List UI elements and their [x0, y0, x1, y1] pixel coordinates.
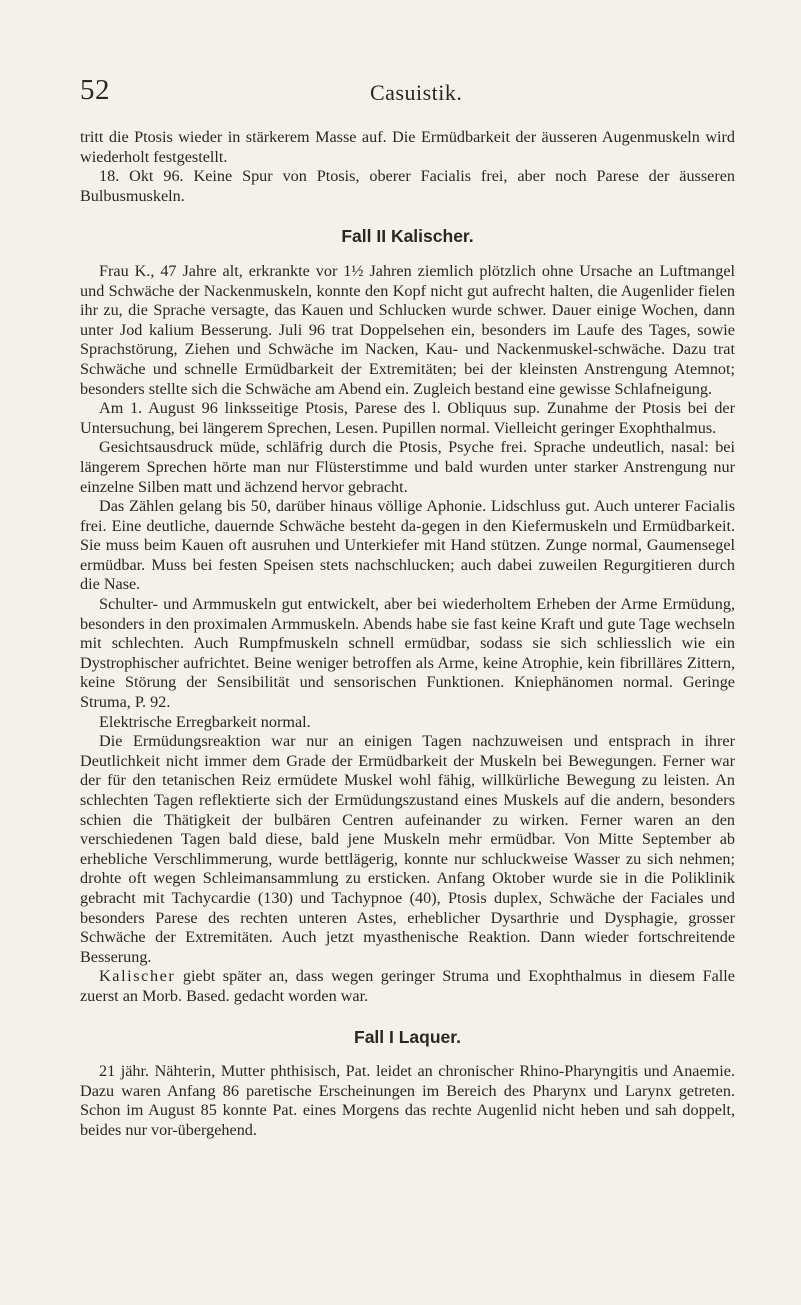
paragraph-case2-electric: Elektrische Erregbarkeit normal.	[99, 712, 311, 731]
paragraph-case1: 21 jähr. Nähterin, Mutter phthisisch, Pat. leidet an chronischer Rhino-Pharyngitis und Anaemie. Dazu waren Anfang 86 paretische Erscheinungen im Bereich des Pharynx und Larynx getreten. Schon im August 85 konnte Pat. eines Morgens das rechte Augenlid nicht heben und sah doppelt, beides nur vor-übergehend.	[80, 1062, 735, 1139]
page-header	[80, 74, 735, 114]
paragraph-case2-note	[80, 967, 735, 1006]
paragraph-case2-muscles: Schulter- und Armmuskeln gut entwickelt, aber bei wiederholtem Erheben der Arme Ermüdung, besonders in den proximalen Armmuskeln. Abends habe sie fast keine Kraft und gute Tage wechseln mit schlechten. Auch Rumpfmuskeln schnell ermüdbar, sodass sie sich schliesslich wie ein Dystrophischer aufrichtet. Beine weniger betroffen als Arme, keine Atrophie, kein fibrilläres Zittern, keine Störung der Sensibilität und sensorischen Funktionen. Kniephänomen normal. Geringe Struma, P. 92.	[80, 595, 735, 712]
case-heading-fall-ii: Fall II Kalischer.	[341, 226, 474, 247]
page-number: 52	[80, 74, 110, 106]
page-body	[80, 128, 735, 1141]
case-heading-fall-i: Fall I Laquer.	[354, 1026, 461, 1047]
running-head: Casuistik.	[370, 80, 463, 105]
paragraph-opening: tritt die Ptosis wieder in stärkerem Masse auf. Die Ermüdbarkeit der äusseren Augenmuskeln wird wiederholt festgestellt.	[80, 128, 735, 166]
paragraph-case2-august: Am 1. August 96 linksseitige Ptosis, Parese des l. Obliquus sup. Zunahme der Ptosis bei der Untersuchung, bei längerem Sprechen, Lesen. Pupillen normal. Vielleicht geringer Exophthalmus.	[80, 399, 735, 437]
note-text: giebt später an, dass wegen geringer Struma und Exophthalmus in diesem Falle zuerst an Morb. Based. gedacht worden war.	[80, 967, 735, 1005]
paragraph-date-entry: 18. Okt 96. Keine Spur von Ptosis, oberer Facialis frei, aber noch Parese der äusseren Bulbusmuskeln.	[80, 167, 735, 205]
paragraph-case2-reaction: Die Ermüdungsreaktion war nur an einigen Tagen nachzuweisen und entsprach in ihrer Deutlichkeit nicht immer dem Grade der Ermüdbarkeit der Muskeln bei Bewegungen. Ferner war der für den tetanischen Reiz ermüdete Muskel wohl fähig, willkürliche Bewegung zu leisten. An schlechten Tagen reflektierte sich der Ermüdungszustand eines Muskels auf die andern, besonders schien die Thätigkeit der bulbären Centren aufeinander zu wirken. Ferner waren an den verschiedenen Tagen bald diese, bald jene Muskeln mehr ermüdbar. Von Mitte September ab erhebliche Verschlimmerung, wurde bettlägerig, konnte nur schluckweise Wasser zu sich nehmen; drohte oft wegen Schleimansammlung zu ersticken. Anfang Oktober wurde sie in die Poliklinik gebracht mit Tachycardie (130) und Tachypnoe (40), Ptosis duplex, Schwäche der Faciales und besonders Parese des rechten unteren Astes, erheblicher Dysarthrie und Dysphagie, grosser Schwäche der Extremitäten. Auch jetzt myasthenische Reaktion. Dann wieder fortschreitende Besserung.	[80, 732, 735, 966]
author-name: Kalischer	[99, 967, 176, 986]
paragraph-case2-counting: Das Zählen gelang bis 50, darüber hinaus völlige Aphonie. Lidschluss gut. Auch unterer Facialis frei. Eine deutliche, dauernde Schwäche besteht da-gegen in den Kiefermuskeln und Ermüdbarkeit. Sie muss beim Kauen oft ausruhen und Unterkiefer mit Hand stützen. Zunge normal, Gaumensegel ermüdbar. Muss bei festen Speisen stets nachschlucken; auch dabei zuweilen Regurgitieren durch die Nase.	[80, 497, 735, 594]
paragraph-case2-face: Gesichtsausdruck müde, schläfrig durch die Ptosis, Psyche frei. Sprache undeutlich, nasal: bei längerem Sprechen hörte man nur Flüsterstimme und bald wurden unter starker Anstrengung nur einzelne Silben matt und ächzend hervor gebracht.	[80, 438, 735, 496]
paragraph-case2-history: Frau K., 47 Jahre alt, erkrankte vor 1½ Jahren ziemlich plötzlich ohne Ursache an Luftmangel und Schwäche der Nackenmuskeln, konnte den Kopf nicht gut aufrecht halten, die Augenlider fielen ihr zu, die Sprache versagte, das Kauen und Schlucken wurde schwer. Dauer einige Wochen, dann unter Jod kalium Besserung. Juli 96 trat Doppelsehen ein, besonders im Laufe des Tages, sowie Sprachstörung, Ziehen und Schwäche im Nacken, Kau- und Nackenmuskel-schwäche. Dazu trat Schwäche und schnelle Ermüdbarkeit der Extremitäten; bei der kleinsten Anstrengung Atemnot; besonders stellte sich die Schwäche am Abend ein. Zugleich bestand eine gewisse Schlafneigung.	[80, 261, 735, 398]
